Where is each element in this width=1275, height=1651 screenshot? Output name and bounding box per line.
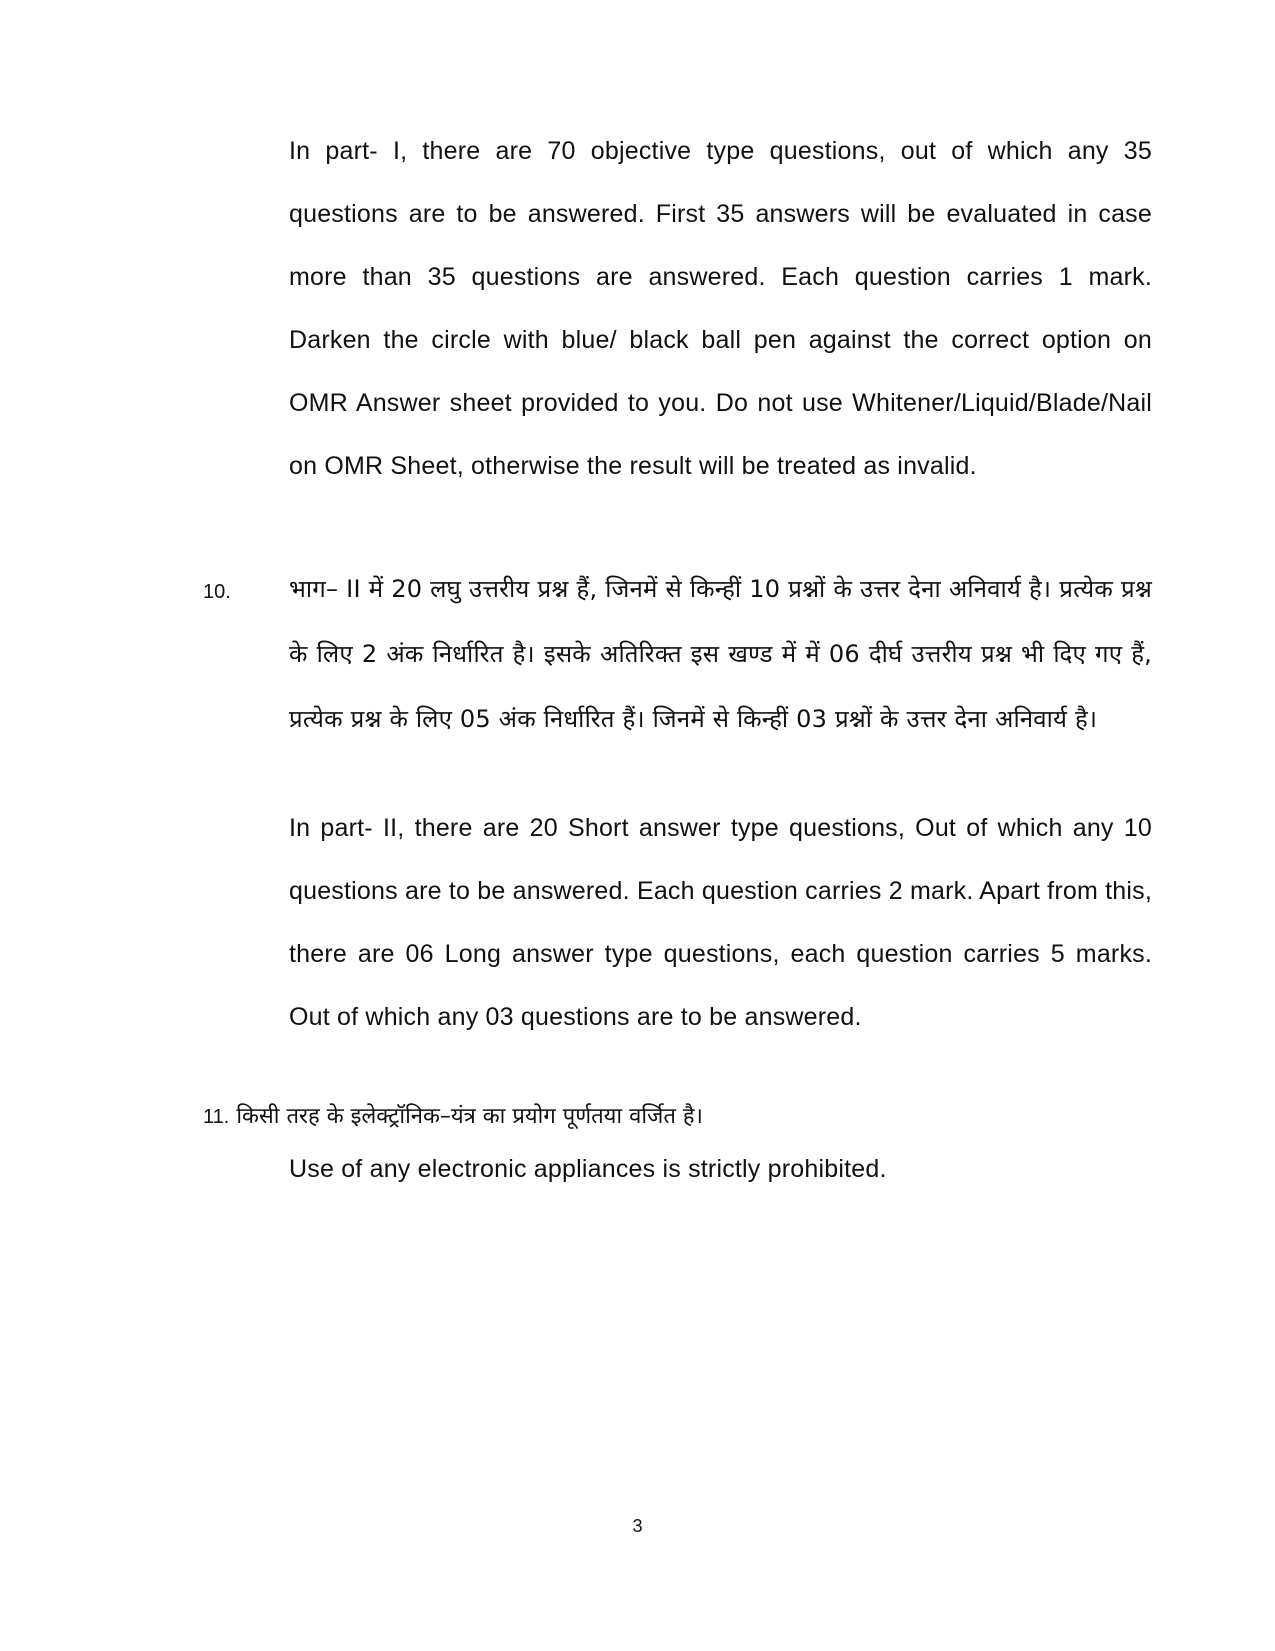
item-11-hindi-line <box>203 1092 703 1142</box>
item-10-english-text: In part- II, there are 20 Short answer type questions, Out of which any 10 questions are to be answered. Each question carries 2 mark. Apart from this, there are 06 Long answer type questions, each question carries 5 marks. Out of which any 03 questions are to be answered. <box>289 814 1152 1031</box>
item-11-number: 11. <box>203 1106 230 1128</box>
item-11-hindi-text: किसी तरह के इलेक्ट्रॉनिक–यंत्र का प्रयोग पूर्णतया वर्जित है। <box>236 1104 703 1129</box>
page-number: 3 <box>632 1516 643 1536</box>
item-10-hindi-text: भाग– II में 20 लघु उत्तरीय प्रश्न हैं, जिनमें से किन्हीं 10 प्रश्नों के उत्तर देना अनिवार्य है। प्रत्येक प्रश्न के लिए 2 अंक निर्धारित है। इसके अतिरिक्त इस खण्ड में में 06 दीर्घ उत्तरीय प्रश्न भी दिए गए हैं, प्रत्येक प्रश्न के लिए 05 अंक निर्धारित हैं। जिनमें से किन्हीं 03 प्रश्नों के उत्तर देना अनिवार्य है। <box>289 575 1152 733</box>
part1-instruction-english: In part- I, there are 70 objective type questions, out of which any 35 questions are to be answered. First 35 answers will be evaluated in case more than 35 questions are answered. Each question carries 1 mark. Darken the circle with blue/ black ball pen against the correct option on OMR Answer sheet provided to you. Do not use Whitener/Liquid/Blade/Nail on OMR Sheet, otherwise the result will be treated as invalid. <box>289 137 1152 480</box>
item-10-number: 10. <box>203 581 231 603</box>
item-11-english-text: Use of any electronic appliances is strictly prohibited. <box>289 1155 887 1183</box>
